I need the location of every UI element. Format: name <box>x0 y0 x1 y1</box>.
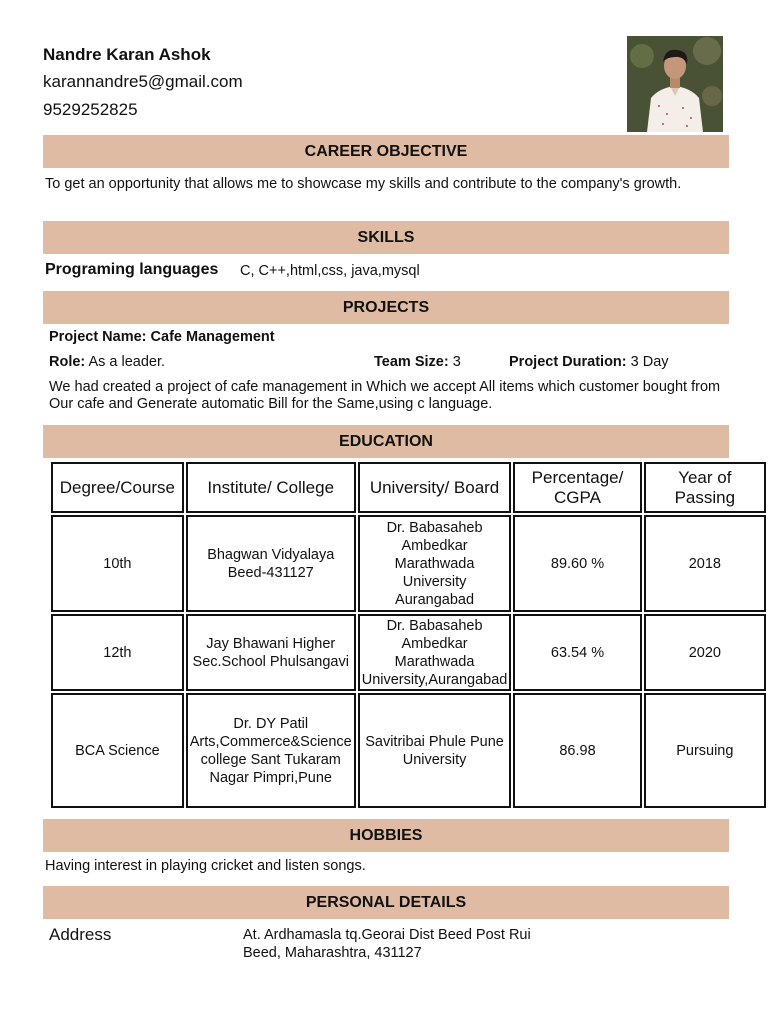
section-skills: SKILLS <box>43 221 729 254</box>
project-name: Project Name: Cafe Management <box>49 329 275 345</box>
education-header-row <box>51 462 766 513</box>
person-portrait-icon <box>627 36 723 132</box>
skills-label: Programing languages <box>45 261 219 278</box>
cell-university: Dr. Babasaheb Ambedkar Marathwada University,Aurangabad <box>358 614 512 691</box>
education-table <box>49 460 768 810</box>
cell-percentage: 86.98 <box>513 693 641 808</box>
header-institute: Institute/ College <box>186 462 356 513</box>
cell-university: Dr. Babasaheb Ambedkar Marathwada University Aurangabad <box>358 515 512 612</box>
project-description: We had created a project of cafe management in Which we accept All items which customer bought from Our cafe and Generate automatic Bill for the Same,using c language. <box>49 379 721 412</box>
cell-institute: Jay Bhawani Higher Sec.School Phulsangavi <box>186 614 356 691</box>
cell-degree: 12th <box>51 614 184 691</box>
hobbies-text: Having interest in playing cricket and listen songs. <box>45 858 366 874</box>
candidate-phone: 9529252825 <box>43 100 138 119</box>
skills-value: C, C++,html,css, java,mysql <box>240 263 420 279</box>
cell-year: 2020 <box>644 614 766 691</box>
cell-degree: 10th <box>51 515 184 612</box>
header-percentage: Percentage/ CGPA <box>513 462 641 513</box>
cell-institute: Dr. DY Patil Arts,Commerce&Science college Sant Tukaram Nagar Pimpri,Pune <box>186 693 356 808</box>
address-line-1: At. Ardhamasla tq.Georai Dist Beed Post Rui <box>243 927 531 943</box>
section-career-objective: CAREER OBJECTIVE <box>43 135 729 168</box>
section-personal-details: PERSONAL DETAILS <box>43 886 729 919</box>
cell-institute: Bhagwan Vidyalaya Beed-431127 <box>186 515 356 612</box>
team-size-value: 3 <box>448 354 461 370</box>
candidate-name: Nandre Karan Ashok <box>43 45 211 64</box>
address-label: Address <box>49 925 112 944</box>
address-line-2: Beed, Maharashtra, 431127 <box>243 945 422 961</box>
cell-year: Pursuing <box>644 693 766 808</box>
profile-photo <box>627 36 723 132</box>
project-role <box>49 354 165 371</box>
table-row <box>51 515 766 612</box>
section-education: EDUCATION <box>43 425 729 458</box>
project-team-size <box>374 354 461 371</box>
table-row <box>51 693 766 808</box>
career-objective-text: To get an opportunity that allows me to showcase my skills and contribute to the company's growth. <box>45 176 682 192</box>
header-university: University/ Board <box>358 462 512 513</box>
cell-degree: BCA Science <box>51 693 184 808</box>
candidate-email: karannandre5@gmail.com <box>43 72 243 91</box>
section-projects: PROJECTS <box>43 291 729 324</box>
project-duration <box>509 354 669 371</box>
header-year: Year of Passing <box>644 462 766 513</box>
cell-year: 2018 <box>644 515 766 612</box>
cell-percentage: 89.60 % <box>513 515 641 612</box>
section-hobbies: HOBBIES <box>43 819 729 852</box>
project-role-value: As a leader. <box>85 354 166 370</box>
duration-label: Project Duration: <box>509 354 627 370</box>
project-role-label: Role: <box>49 354 86 370</box>
table-row <box>51 614 766 691</box>
header-degree: Degree/Course <box>51 462 184 513</box>
cell-percentage: 63.54 % <box>513 614 641 691</box>
team-size-label: Team Size: <box>374 354 449 370</box>
cell-university: Savitribai Phule Pune University <box>358 693 512 808</box>
duration-value: 3 Day <box>626 354 669 370</box>
